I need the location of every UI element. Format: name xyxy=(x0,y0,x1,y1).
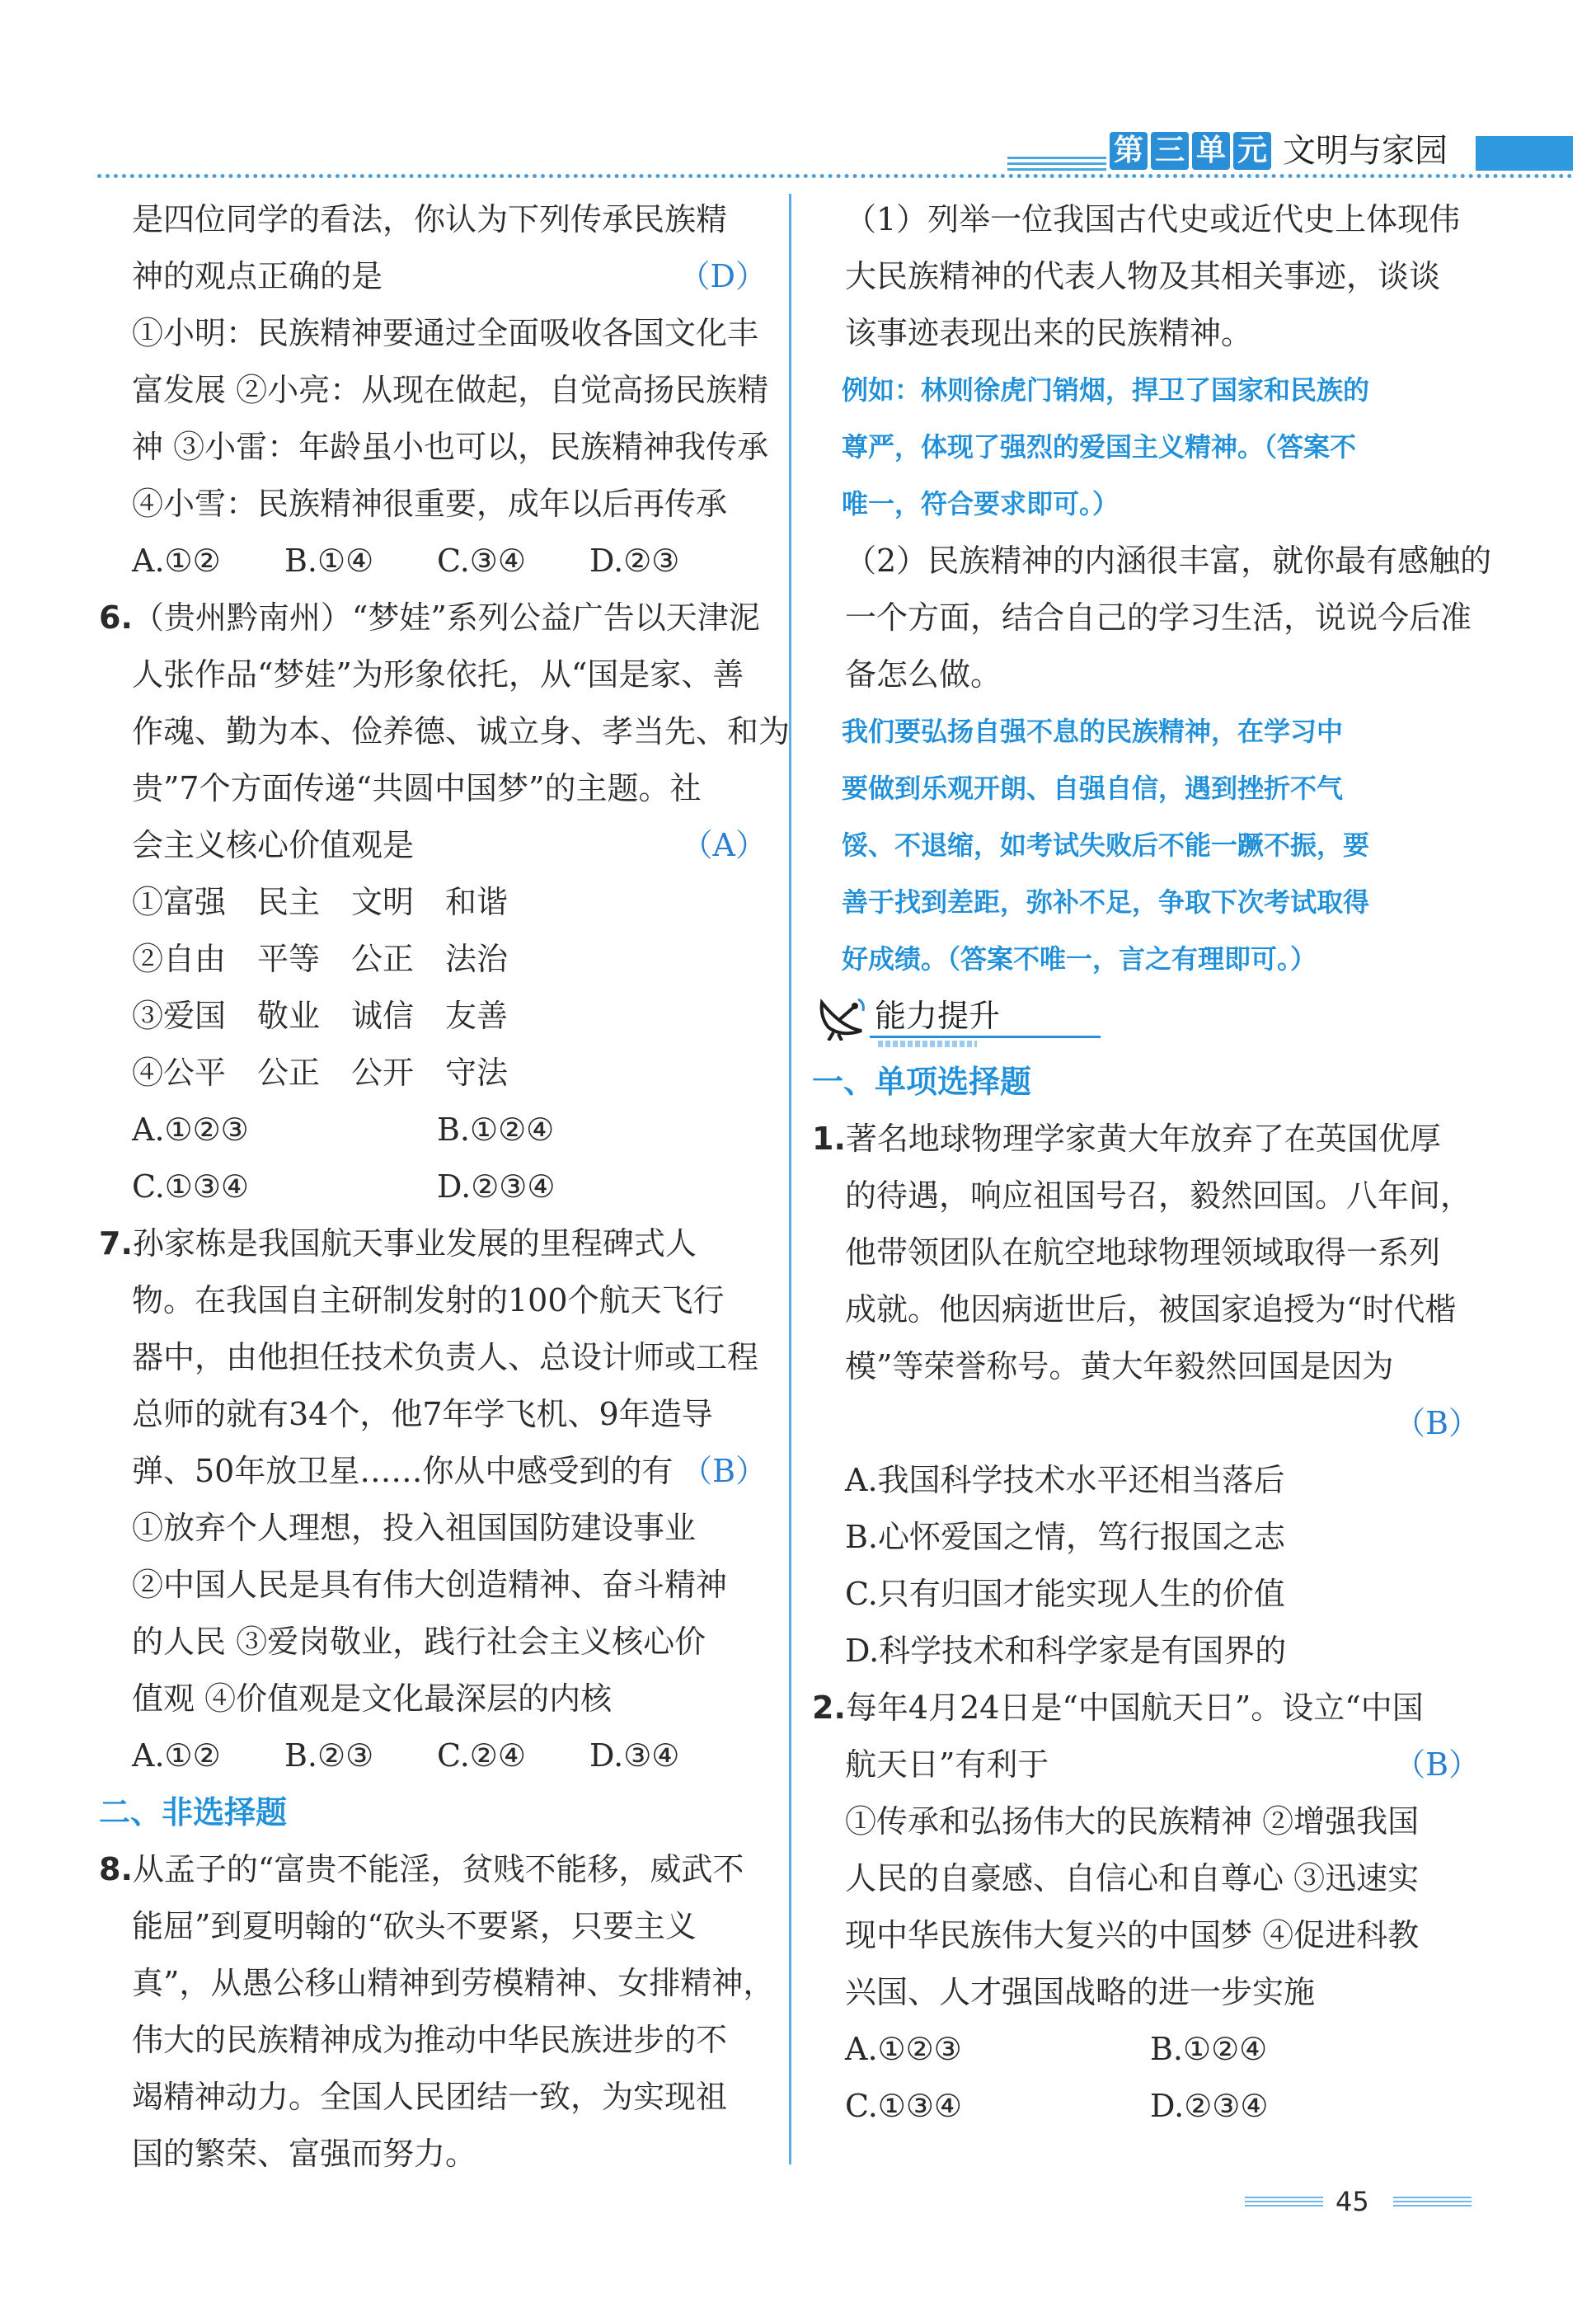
left-column xyxy=(99,191,791,2183)
question-text: 国的繁荣、富强而努力。 xyxy=(132,2136,477,2172)
question-text: 孙家栋是我国航天事业发展的里程碑式人 xyxy=(132,1225,697,1262)
question-number: 8. xyxy=(99,1851,133,1887)
question-text-line xyxy=(99,1215,767,1272)
question-7 xyxy=(99,1215,767,1784)
header-dotted-rule xyxy=(97,174,1573,178)
unit-char: 第 xyxy=(1110,132,1148,170)
footer-stripe-decoration xyxy=(1393,2197,1472,2207)
question-text: 航天日”有利于 xyxy=(845,1746,1049,1783)
unit-char: 单 xyxy=(1192,132,1230,170)
question-text: 竭精神动力。全国人民团结一致，为实现祖 xyxy=(132,2079,728,2115)
statement-line: ④小雪：民族精神很重要，成年以后再传承 xyxy=(132,486,728,522)
question-number: 1. xyxy=(812,1121,846,1157)
statement-line: ①富强 民主 文明 和谐 xyxy=(132,884,509,920)
section-heading: 二、非选择题 xyxy=(99,1794,288,1831)
page-header xyxy=(0,0,1596,190)
options-row xyxy=(812,2021,1480,2078)
satellite-dish-icon xyxy=(817,994,868,1041)
question-text: 伟大的民族精神成为推动中华民族进步的不 xyxy=(132,2022,728,2058)
question-text: 物。在我国自主研制发射的100个航天飞行 xyxy=(132,1282,725,1318)
question-text: 器中，由他担任技术负责人、总设计师或工程 xyxy=(132,1339,759,1375)
question-number: 6. xyxy=(99,599,133,636)
section-heading: 一、单项选择题 xyxy=(812,1064,1032,1100)
option: A.①② xyxy=(132,1737,221,1774)
handwritten-answer: 我们要弘扬自强不息的民族精神，在学习中 xyxy=(842,716,1344,747)
question-text-line xyxy=(812,1111,1480,1168)
question-5 xyxy=(99,191,767,590)
question-text: 备怎么做。 xyxy=(845,656,1002,693)
question-8 xyxy=(99,1841,775,2183)
question-2 xyxy=(812,1680,1480,2135)
page-footer xyxy=(1245,2185,1542,2218)
question-text-line xyxy=(99,817,767,874)
statement-line: ①传承和弘扬伟大的民族精神 ②增强我国 xyxy=(845,1803,1420,1840)
question-text: 能屈”到夏明翰的“砍头不要紧，只要主义 xyxy=(132,1908,697,1944)
handwritten-answer: 馁、不退缩，如考试失败后不能一蹶不振，要 xyxy=(842,830,1370,861)
question-text: 总师的就有34个，他7年学飞机、9年造导 xyxy=(132,1396,713,1432)
statement-line: 现中华民族伟大复兴的中国梦 ④促进科教 xyxy=(845,1917,1420,1953)
ability-underline xyxy=(870,1036,1101,1038)
option: A.我国科学技术水平还相当落后 xyxy=(845,1462,1285,1498)
question-text: 会主义核心价值观是 xyxy=(132,827,415,863)
ability-section-banner xyxy=(812,988,1480,1054)
option: D.②③④ xyxy=(1150,2088,1269,2124)
statement-line: 富发展 ②小亮：从现在做起，自觉高扬民族精 xyxy=(132,372,769,408)
answer-mark: （B） xyxy=(681,1453,767,1489)
statement-line: ①放弃个人理想，投入祖国国防建设事业 xyxy=(132,1510,697,1546)
answer-mark: （B） xyxy=(1394,1405,1480,1441)
question-text-line xyxy=(99,1443,767,1500)
column-divider xyxy=(789,194,791,2164)
handwritten-answer: 要做到乐观开朗、自强自信，遇到挫折不气 xyxy=(842,773,1344,804)
option: C.③④ xyxy=(437,543,526,579)
question-text-line xyxy=(812,1680,1480,1737)
question-text: 成就。他因病逝世后，被国家追授为“时代楷 xyxy=(845,1291,1457,1328)
question-text: 作魂、勤为本、俭养德、诚立身、孝当先、和为 xyxy=(132,713,791,750)
ability-dots-decoration xyxy=(878,1041,977,1047)
ability-title: 能力提升 xyxy=(875,998,1001,1034)
question-8-part-2 xyxy=(812,533,1492,988)
option: B.①④ xyxy=(284,543,374,579)
options-row xyxy=(99,1727,767,1784)
answer-mark: （A） xyxy=(681,827,767,863)
options-row xyxy=(812,2078,1480,2135)
question-text: 他带领团队在航空地球物理领域取得一系列 xyxy=(845,1234,1441,1271)
unit-char: 三 xyxy=(1151,132,1189,170)
page-number: 45 xyxy=(1335,2186,1369,2217)
option: A.①② xyxy=(132,543,221,579)
question-text: 的待遇，响应祖国号召，毅然回国。八年间， xyxy=(845,1177,1472,1214)
statement-line: ④公平 公正 公开 守法 xyxy=(132,1055,509,1091)
options-row xyxy=(99,1102,767,1158)
unit-title: 文明与家园 xyxy=(1283,132,1448,170)
right-column xyxy=(812,191,1492,2135)
question-text-line xyxy=(812,1737,1480,1793)
header-bar-decoration xyxy=(1476,136,1573,171)
question-number: 2. xyxy=(812,1690,846,1726)
question-text: （2）民族精神的内涵很丰富，就你最有感触的 xyxy=(845,543,1492,579)
statement-line: 兴国、人才强国战略的进一步实施 xyxy=(845,1974,1316,2010)
option: A.①②③ xyxy=(132,1112,249,1148)
option: D.③④ xyxy=(589,1737,680,1774)
question-text: 真”，从愚公移山精神到劳模精神、女排精神， xyxy=(132,1965,775,2001)
question-text: 人张作品“梦娃”为形象依托，从“国是家、善 xyxy=(132,656,744,693)
question-text: 从孟子的“富贵不能淫，贫贱不能移，威武不 xyxy=(132,1851,744,1887)
statement-line: 神 ③小雷：年龄虽小也可以，民族精神我传承 xyxy=(132,429,769,465)
question-text: 大民族精神的代表人物及其相关事迹，谈谈 xyxy=(845,258,1441,294)
option: B.①②④ xyxy=(437,1112,555,1148)
option: B.②③ xyxy=(284,1737,374,1774)
question-text-line xyxy=(99,590,767,646)
option: C.只有归国才能实现人生的价值 xyxy=(845,1576,1285,1612)
handwritten-answer: 尊严，体现了强烈的爱国主义精神。（答案不 xyxy=(842,431,1357,463)
question-text: 一个方面，结合自己的学习生活，说说今后准 xyxy=(845,599,1472,636)
option: A.①②③ xyxy=(845,2031,962,2067)
question-text: 神的观点正确的是 xyxy=(132,258,383,294)
option: D.科学技术和科学家是有国界的 xyxy=(845,1633,1287,1669)
question-8-part-1 xyxy=(812,191,1480,533)
question-text: 该事迹表现出来的民族精神。 xyxy=(845,315,1253,351)
question-text: （贵州黔南州）“梦娃”系列公益广告以天津泥 xyxy=(132,599,760,636)
question-text: 每年4月24日是“中国航天日”。设立“中国 xyxy=(845,1690,1424,1726)
question-text: 模”等荣誉称号。黄大年毅然回国是因为 xyxy=(845,1348,1394,1384)
question-text: 著名地球物理学家黄大年放弃了在英国优厚 xyxy=(845,1121,1441,1157)
question-text: （1）列举一位我国古代史或近代史上体现伟 xyxy=(845,201,1461,237)
statement-line: 的人民 ③爱岗敬业，践行社会主义核心价 xyxy=(132,1624,706,1660)
option: B.心怀爱国之情，笃行报国之志 xyxy=(845,1519,1286,1555)
option: C.①③④ xyxy=(132,1168,249,1205)
question-text: 贵”7个方面传递“共圆中国梦”的主题。社 xyxy=(132,770,702,806)
footer-stripe-decoration xyxy=(1245,2197,1323,2207)
statement-line: 值观 ④价值观是文化最深层的内核 xyxy=(132,1680,613,1717)
handwritten-answer: 例如：林则徐虎门销烟，捍卫了国家和民族的 xyxy=(842,374,1370,406)
statement-line: ②自由 平等 公正 法治 xyxy=(132,941,509,977)
option: D.②③④ xyxy=(437,1168,556,1205)
statement-line: ③爱国 敬业 诚信 友善 xyxy=(132,998,509,1034)
option: B.①②④ xyxy=(1150,2031,1268,2067)
options-row xyxy=(99,533,767,590)
statement-line: 人民的自豪感、自信心和自尊心 ③迅速实 xyxy=(845,1860,1420,1896)
handwritten-answer: 善于找到差距，弥补不足，争取下次考试取得 xyxy=(842,886,1370,918)
unit-char: 元 xyxy=(1233,132,1271,170)
answer-mark: （B） xyxy=(1394,1746,1480,1783)
option: D.②③ xyxy=(589,543,680,579)
statement-line: ②中国人民是具有伟大创造精神、奋斗精神 xyxy=(132,1567,728,1603)
options-row xyxy=(99,1158,767,1215)
question-number: 7. xyxy=(99,1225,133,1262)
question-text: 弹、50年放卫星……你从中感受到的有 xyxy=(132,1453,674,1489)
question-6 xyxy=(99,590,791,1215)
question-text: 是四位同学的看法，你认为下列传承民族精 xyxy=(132,201,728,237)
statement-line: ①小明：民族精神要通过全面吸收各国文化丰 xyxy=(132,315,759,351)
header-stripe-decoration xyxy=(1007,157,1106,172)
question-text-line xyxy=(99,1841,767,1898)
option: C.②④ xyxy=(437,1737,526,1774)
handwritten-answer: 好成绩。（答案不唯一，言之有理即可。） xyxy=(842,943,1317,975)
answer-mark: （D） xyxy=(678,258,767,294)
unit-badge xyxy=(1110,132,1271,170)
question-text-line xyxy=(99,248,767,305)
handwritten-answer: 唯一，符合要求即可。） xyxy=(842,488,1120,519)
question-1 xyxy=(812,1111,1480,1680)
option: C.①③④ xyxy=(845,2088,962,2124)
